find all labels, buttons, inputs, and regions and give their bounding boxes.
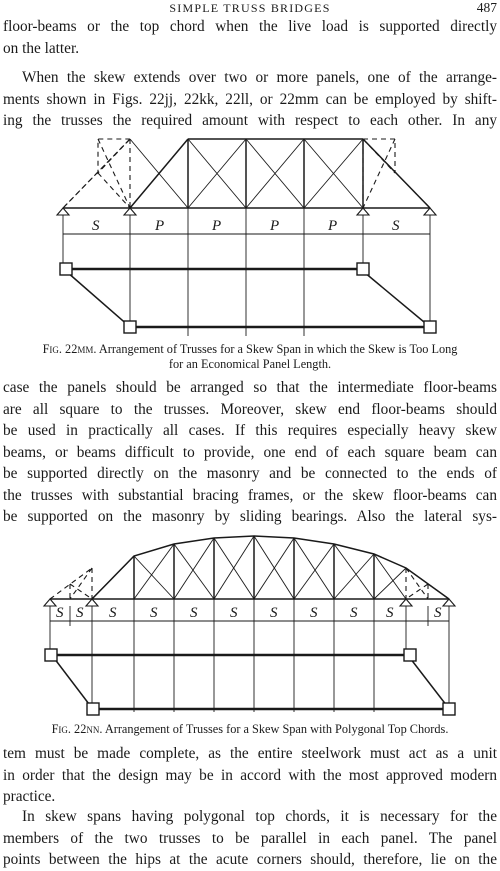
bearing-box (424, 321, 436, 333)
text-line: on the latter. (3, 39, 80, 57)
text-line: tem must be made complete, as the entire steelwork must act as a unit (3, 745, 497, 762)
paragraph-5 (3, 806, 497, 871)
support-triangle (357, 208, 369, 215)
text-line: beams, or beams difficult to provide, one end of each square beam can (3, 443, 497, 461)
panel-label: S (386, 605, 394, 621)
paragraph-4 (3, 743, 497, 808)
support-triangle (424, 208, 436, 215)
paragraph-2 (3, 67, 497, 132)
support-triangle (44, 599, 56, 606)
bearing-box (357, 263, 369, 275)
bearing-box (60, 263, 72, 275)
support-triangle (86, 599, 98, 606)
support-triangle (57, 208, 69, 215)
panel-label: P (155, 218, 165, 234)
text-line: case the panels should be arranged so that the intermediate floor-beams (3, 379, 497, 396)
caption-text: Arrangement of Trusses for a Skew Span in which the Skew is Too Long (98, 342, 458, 356)
panel-label: S (230, 605, 238, 621)
text-line: ing the trusses the required amount with respect to each other. In any (3, 112, 497, 129)
text-line: In skew spans having polygonal top chords, it is necessary for the (22, 808, 497, 825)
figure-label: Fig. 22nn. (51, 722, 103, 736)
panel-label: P (270, 218, 280, 234)
panel-label: P (212, 218, 222, 234)
panel-label: S (350, 605, 358, 621)
panel-label: S (150, 605, 158, 621)
support-triangle (400, 599, 412, 606)
text-line: are all square to the trusses. Moreover, skew end floor-beams should (3, 400, 497, 418)
bearing-box (404, 649, 416, 661)
text-line: members of the two trusses to be parallel in each panel. The panel (3, 829, 497, 847)
panel-label: S (310, 605, 318, 621)
support-triangle (443, 599, 455, 606)
text-line: the trusses with substantial bracing frames, or the skew floor-beams can (3, 486, 497, 504)
panel-label: P (328, 218, 338, 234)
figure-22nn (0, 532, 500, 720)
text-line: be supported on the masonry by sliding bearings. Also the lateral sys- (3, 508, 497, 525)
support-triangle (124, 208, 136, 215)
plan-view (45, 649, 455, 715)
figure-label: Fig. 22mm. (42, 342, 97, 356)
bearing-box (45, 649, 57, 661)
page-number: 487 (476, 0, 497, 15)
skew-truss-dashed (50, 568, 92, 599)
truss-main (63, 139, 430, 208)
text-line: be used in practically all cases. If this requires especially heavy skew (3, 422, 497, 439)
paragraph-3 (3, 377, 497, 528)
panel-label: S (56, 605, 64, 621)
bearing-box (124, 321, 136, 333)
figure-caption-22mm (3, 342, 497, 372)
text-line: floor-beams or the top chord when the live load is supported directly (3, 18, 497, 35)
panel-label: S (92, 218, 100, 234)
figure-caption-22nn (3, 722, 497, 737)
panel-label: S (76, 605, 84, 621)
text-line: be supported directly on the masonry and be connected to the ends of (3, 465, 497, 482)
text-line: ments shown in Figs. 22jj, 22kk, 22ll, or 22mm can be employed by shift- (3, 90, 497, 108)
truss-main (50, 536, 449, 599)
panel-label: S (270, 605, 278, 621)
running-title: SIMPLE TRUSS BRIDGES (169, 1, 331, 15)
caption-text: Arrangement of Trusses for a Skew Span with Polygonal Top Chords. (104, 722, 449, 736)
paragraph-1 (3, 16, 497, 59)
panel-label: S (109, 605, 117, 621)
bearing-box (443, 703, 455, 715)
plan-view (60, 263, 436, 333)
text-line: practice. (3, 788, 56, 805)
bearing-box (87, 703, 99, 715)
caption-text: for an Economical Panel Length. (168, 357, 332, 371)
panel-label: S (190, 605, 198, 621)
figure-22mm (0, 130, 500, 342)
panel-label: S (392, 218, 400, 234)
text-line: points between the hips at the acute corners should, therefore, lie on the (3, 851, 497, 868)
text-line: in order that the design may be in accord with the most approved modern (3, 766, 497, 784)
panel-label: S (434, 605, 442, 621)
text-line: When the skew extends over two or more panels, one of the arrange- (22, 69, 497, 86)
